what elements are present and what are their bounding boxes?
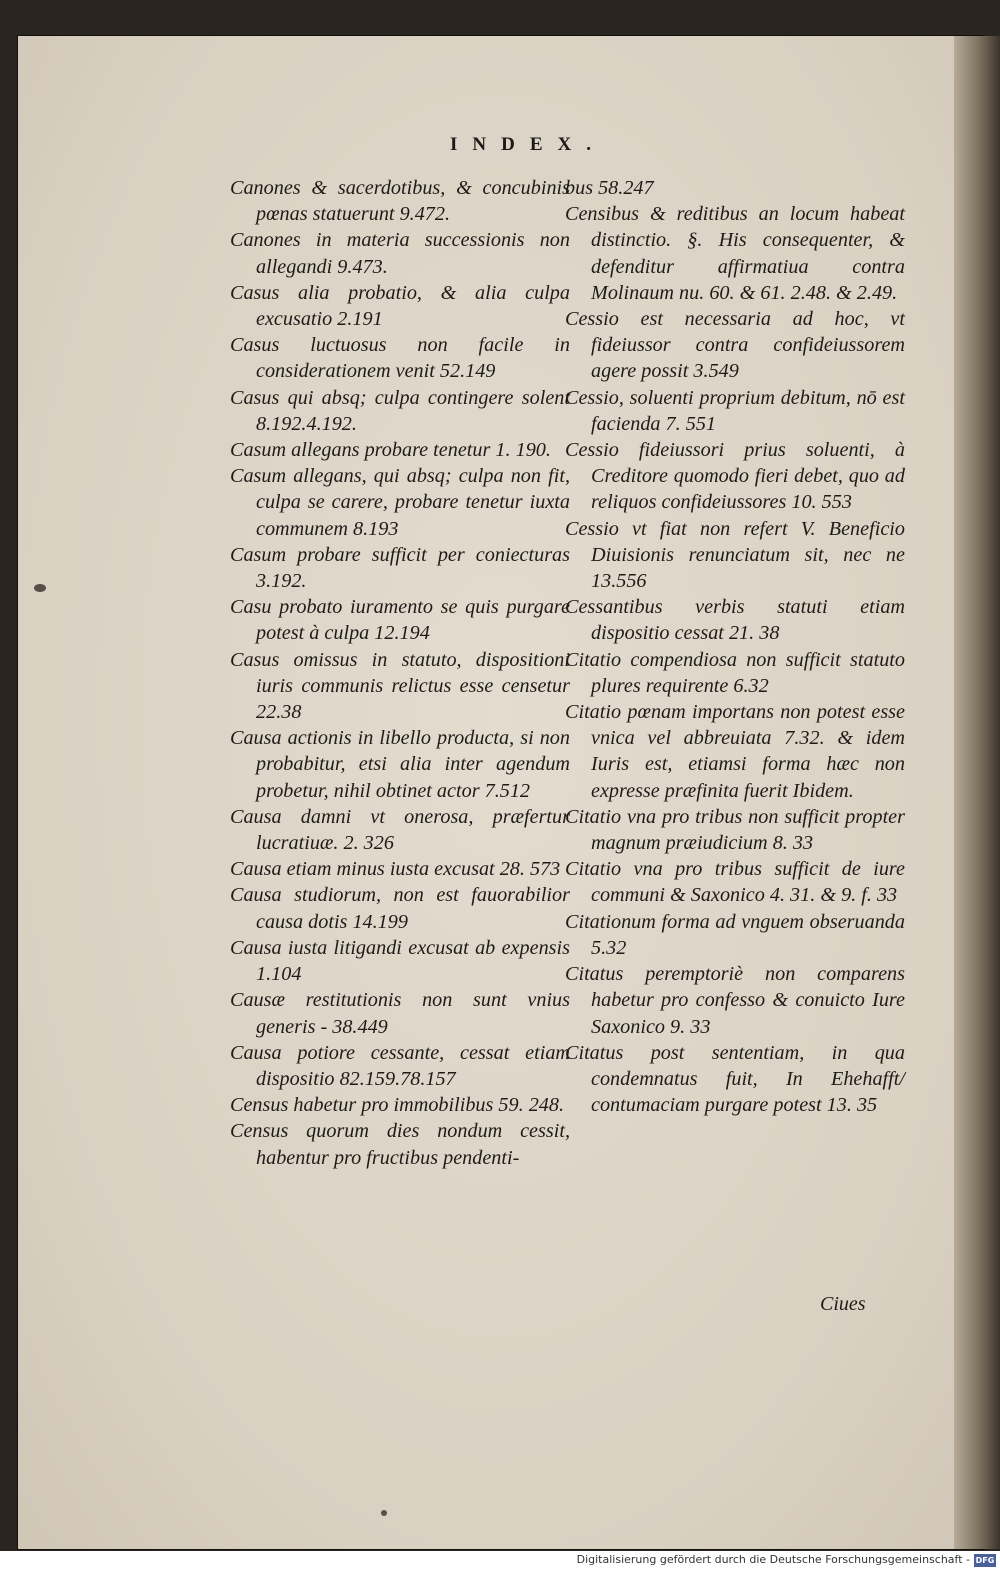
index-entry: Causa actionis in libello producta, si non probabitur, etsi alia inter agendum probetur, nihil obtinet actor 7.512 <box>230 727 570 802</box>
index-entry: Citatio vna pro tribus sufficit de iure communi & Saxonico 4. 31. & 9. f. 33 <box>565 858 905 907</box>
index-entry: Census quorum dies nondum cessit, habentur pro fructibus pendenti- <box>230 1120 570 1169</box>
ink-smudge <box>381 1510 387 1516</box>
index-entry: Casus omissus in statuto, dispositioni iuris communis relictus esse censetur 22.38 <box>230 648 570 724</box>
dfg-logo: DFG <box>975 1556 995 1565</box>
index-column-right <box>565 175 905 1118</box>
index-entry: Cessio, soluenti proprium debitum, nō est facienda 7. 551 <box>565 386 905 435</box>
index-entry: bus 58.247 <box>565 177 654 199</box>
page-edge-shadow <box>954 36 1000 1549</box>
index-entry: Casus alia probatio, & alia culpa excusatio 2.191 <box>230 281 570 331</box>
funding-credit: Digitalisierung gefördert durch die Deutsche Forschungsgemeinschaft - <box>576 1553 970 1566</box>
index-column-left <box>230 175 570 1171</box>
index-entry: Canones & sacerdotibus, & concubinis pœnas statuerunt 9.472. <box>230 177 570 226</box>
index-entry: Citatus peremptoriè non comparens habetur pro confesso & conuicto Iure Saxonico 9. 33 <box>565 963 905 1038</box>
index-entry: Censibus & reditibus an locum habeat distinctio. §. His consequenter, & defenditur affirmatiua contra Molinaum nu. 60. & 61. 2.48. & 2.49. <box>565 203 905 304</box>
index-entry: Casus qui absq; culpa contingere solent 8.192.4.192. <box>230 386 570 435</box>
index-entry: Causa damni vt onerosa, præfertur lucratiuæ. 2. 326 <box>230 805 570 855</box>
index-entry: Cessantibus verbis statuti etiam dispositio cessat 21. 38 <box>565 596 905 645</box>
index-entry: Census habetur pro immobilibus 59. 248. <box>230 1094 565 1117</box>
digitization-footer <box>0 1551 1000 1571</box>
index-entry: Causæ restitutionis non sunt vnius generis - 38.449 <box>230 989 570 1038</box>
catchword: Ciues <box>820 1293 866 1315</box>
index-entry: Citationum forma ad vnguem obseruanda 5.32 <box>565 910 905 959</box>
index-entry: Causa potiore cessante, cessat etiam dispositio 82.159.78.157 <box>230 1041 570 1090</box>
index-entry: Citatio pœnam importans non potest esse vnica vel abbreuiata 7.32. & idem Iuris est, etiamsi forma hæc non expresse præfinita fuerit Ibidem. <box>565 701 905 802</box>
index-entry: Casum allegans probare tenetur 1. 190. <box>230 439 551 462</box>
index-entry: Citatio compendiosa non sufficit statuto plures requirente 6.32 <box>565 648 905 697</box>
page-header: INDEX. <box>450 134 606 155</box>
index-entry: Citatio vna pro tribus non sufficit propter magnum præiudicium 8. 33 <box>565 805 905 855</box>
index-entry: Causa iusta litigandi excusat ab expensis 1.104 <box>230 936 570 986</box>
index-entry: Canones in materia successionis non allegandi 9.473. <box>230 229 570 278</box>
index-entry: Causa etiam minus iusta excusat 28. 573 <box>230 858 561 881</box>
index-entry: Citatus post sententiam, in qua condemnatus fuit, In Ehehafft/ contumaciam purgare potest 13. 35 <box>565 1041 905 1117</box>
index-entry: Casum allegans, qui absq; culpa non fit, culpa se carere, probare tenetur iuxta communem 8.193 <box>230 465 570 540</box>
index-entry: Casu probato iuramento se quis purgare potest à culpa 12.194 <box>230 596 570 645</box>
ink-smudge <box>34 584 46 592</box>
index-entry: Causa studiorum, non est fauorabilior causa dotis 14.199 <box>230 884 570 933</box>
index-entry: Cessio fideiussori prius soluenti, à Creditore quomodo fieri debet, quo ad reliquos confideiussores 10. 553 <box>565 439 905 514</box>
index-entry: Casus luctuosus non facile in considerationem venit 52.149 <box>230 334 570 383</box>
index-entry: Casum probare sufficit per coniecturas 3.192. <box>230 543 570 593</box>
index-entry: Cessio est necessaria ad hoc, vt fideiussor contra confideiussorem agere possit 3.549 <box>565 308 905 383</box>
index-entry: Cessio vt fiat non refert V. Beneficio Diuisionis renunciatum sit, nec ne 13.556 <box>565 517 905 593</box>
